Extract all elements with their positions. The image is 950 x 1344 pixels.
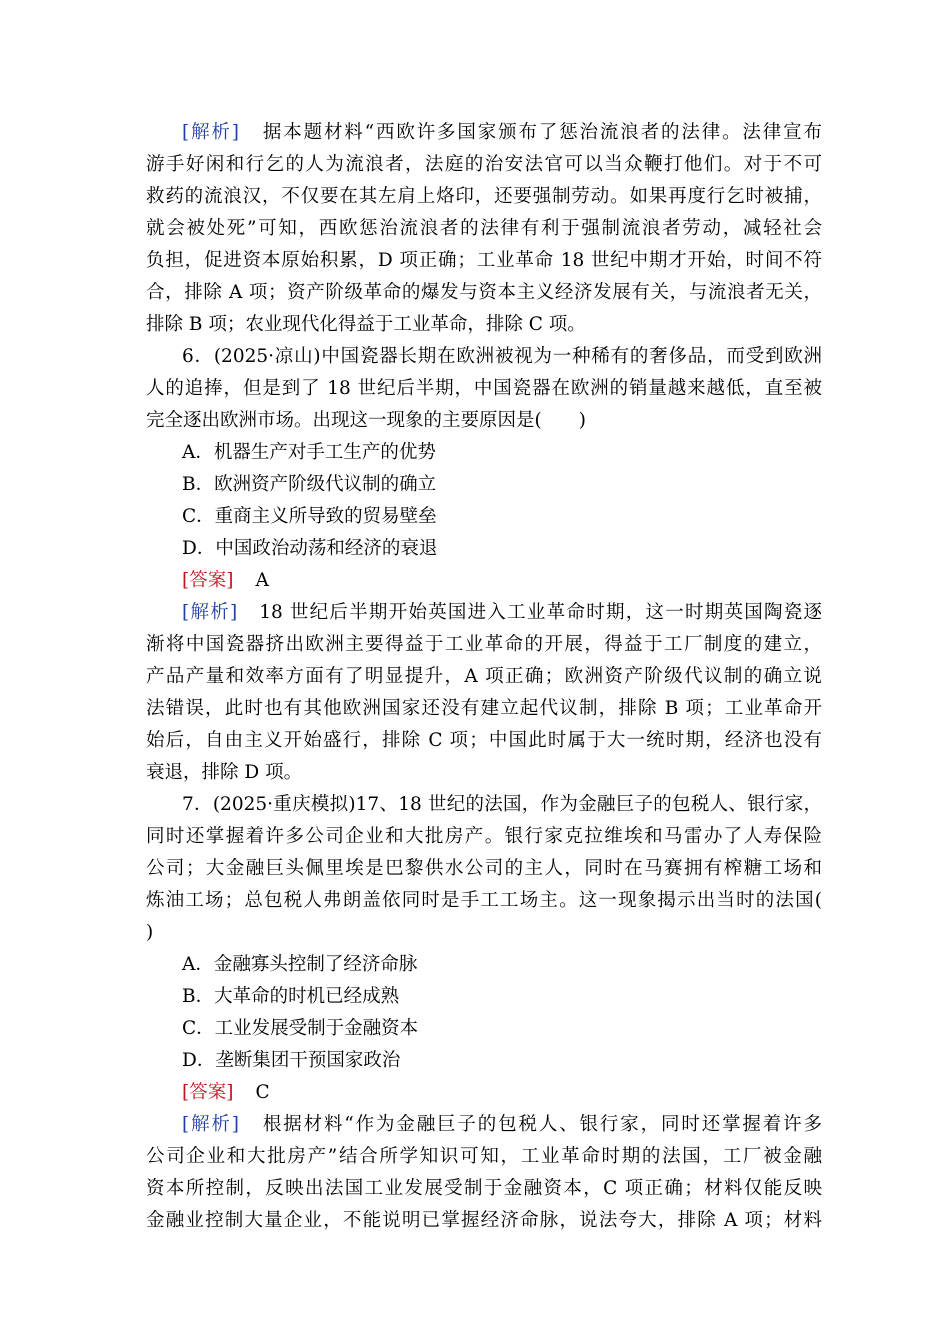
answer-line — [182, 1081, 270, 1105]
analysis-line: [解析] 根据材料“作为金融巨子的包税人、银行家，同时还掌握着许多 — [182, 1114, 822, 1135]
answer-label: [答案] — [182, 1082, 234, 1103]
analysis-label: [解析] — [182, 1114, 240, 1135]
answer-label: [答案] — [182, 570, 234, 591]
option-b: B．欧洲资产阶级代议制的确立 — [182, 474, 437, 495]
option-c: C．工业发展受制于金融资本 — [182, 1018, 419, 1039]
analysis-line: 排除 B 项；农业现代化得益于工业革命，排除 C 项。 — [146, 314, 586, 335]
option-b: B．大革命的时机已经成熟 — [182, 986, 400, 1007]
analysis-line: 法错误，此时也有其他欧洲国家还没有建立起代议制，排除 B 项；工业革命开 — [146, 698, 822, 719]
analysis-line: 始后，自由主义开始盛行，排除 C 项；中国此时属于大一统时期，经济也没有 — [146, 730, 822, 751]
analysis-line: [解析] 18 世纪后半期开始英国进入工业革命时期，这一时期英国陶瓷逐 — [182, 602, 822, 623]
analysis-line: 就会被处死”可知，西欧惩治流浪者的法律有利于强制流浪者劳动，减轻社会 — [146, 218, 822, 239]
question-stem-line: 公司；大金融巨头佩里埃是巴黎供水公司的主人，同时在马赛拥有榨糖工场和 — [146, 858, 822, 879]
analysis-label: [解析] — [182, 602, 238, 623]
analysis-line: 资本所控制，反映出法国工业发展受制于金融资本，C 项正确；材料仅能反映 — [146, 1178, 822, 1199]
analysis-line: 游手好闲和行乞的人为流浪者，法庭的治安法官可以当众鞭打他们。对于不可 — [146, 154, 822, 175]
analysis-line: 衰退，排除 D 项。 — [146, 762, 303, 783]
analysis-line: 救药的流浪汉，不仅要在其左肩上烙印，还要强制劳动。如果再度行乞时被捕， — [146, 186, 822, 207]
question-stem-line: ) — [146, 922, 154, 943]
option-a: A．金融寡头控制了经济命脉 — [182, 954, 418, 975]
question-stem-line: 同时还掌握着许多公司企业和大批房产。银行家克拉维埃和马雷办了人寿保险 — [146, 826, 822, 847]
answer-value: C — [255, 1082, 270, 1103]
analysis-label: [解析] — [182, 122, 240, 143]
analysis-line: 公司企业和大批房产”结合所学知识可知，工业革命时期的法国，工厂被金融 — [146, 1146, 822, 1167]
question-stem-line: 人的追捧，但是到了 18 世纪后半期，中国瓷器在欧洲的销量越来越低，直至被 — [146, 378, 822, 399]
analysis-line: 合，排除 A 项；资产阶级革命的爆发与资本主义经济发展有关，与流浪者无关， — [146, 282, 822, 303]
option-a: A．机器生产对手工生产的优势 — [182, 442, 436, 463]
option-d: D．垄断集团干预国家政治 — [182, 1050, 401, 1071]
question-stem-line: 炼油工场；总包税人弗朗盖依同时是手工工场主。这一现象揭示出当时的法国( — [146, 890, 822, 911]
analysis-line: 金融业控制大量企业，不能说明已掌握经济命脉，说法夸大，排除 A 项；材料 — [146, 1210, 822, 1231]
answer-line — [182, 569, 269, 593]
option-c: C．重商主义所导致的贸易壁垒 — [182, 506, 437, 527]
answer-value: A — [255, 570, 269, 591]
analysis-line: 产品产量和效率方面有了明显提升，A 项正确；欧洲资产阶级代议制的确立说 — [146, 666, 822, 687]
analysis-line: [解析] 据本题材料“西欧许多国家颁布了惩治流浪者的法律。法律宣布 — [182, 122, 822, 143]
analysis-line: 渐将中国瓷器挤出欧洲主要得益于工业革命的开展，得益于工厂制度的建立， — [146, 634, 822, 655]
option-d: D．中国政治动荡和经济的衰退 — [182, 538, 438, 559]
question-stem-line: 7．(2025·重庆模拟)17、18 世纪的法国，作为金融巨子的包税人、银行家， — [182, 794, 822, 815]
question-stem-line: 6．(2025·凉山)中国瓷器长期在欧洲被视为一种稀有的奢侈品，而受到欧洲 — [182, 346, 822, 367]
analysis-line: 负担，促进资本原始积累，D 项正确；工业革命 18 世纪中期才开始，时间不符 — [146, 250, 822, 271]
question-stem-line: 完全逐出欧洲市场。出现这一现象的主要原因是( ) — [146, 410, 586, 431]
